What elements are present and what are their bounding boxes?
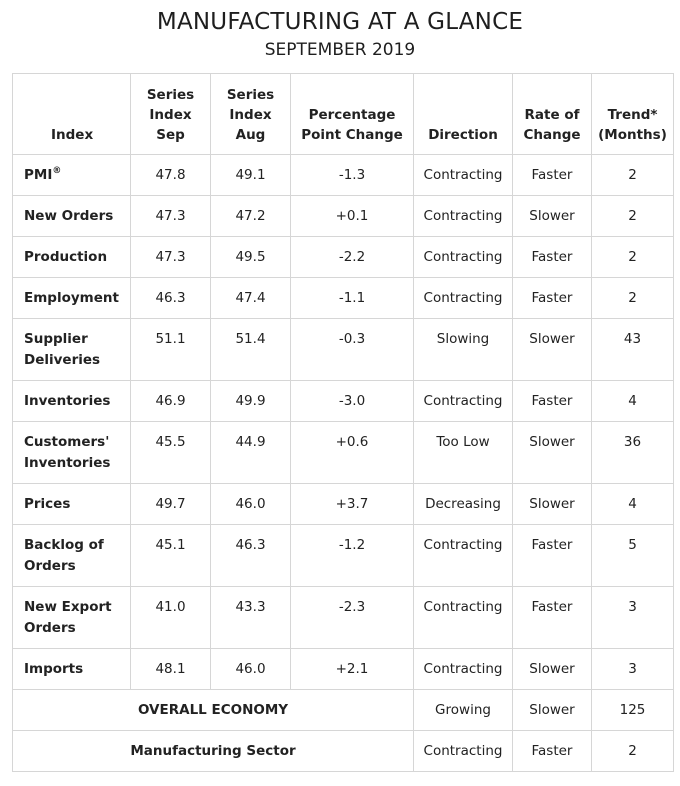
cell-direction: Contracting bbox=[414, 381, 513, 422]
cell-sep: 45.1 bbox=[131, 525, 211, 587]
cell-direction: Contracting bbox=[414, 278, 513, 319]
header-line: Percentage bbox=[308, 107, 396, 123]
header-line: Index bbox=[229, 107, 272, 123]
header-line: Point Change bbox=[301, 127, 403, 143]
cell-change: +0.6 bbox=[291, 422, 414, 484]
cell-rate: Faster bbox=[513, 237, 592, 278]
cell-direction: Contracting bbox=[414, 155, 513, 196]
cell-aug: 46.0 bbox=[211, 649, 291, 690]
cell-sep: 46.3 bbox=[131, 278, 211, 319]
cell-rate: Slower bbox=[513, 422, 592, 484]
cell-sep: 41.0 bbox=[131, 587, 211, 649]
cell-sep: 45.5 bbox=[131, 422, 211, 484]
row-label-text: Orders bbox=[24, 619, 76, 636]
cell-trend: 4 bbox=[592, 484, 674, 525]
glance-table bbox=[12, 73, 674, 772]
summary-label: OVERALL ECONOMY bbox=[13, 690, 414, 731]
cell-direction: Too Low bbox=[414, 422, 513, 484]
row-label-text: Inventories bbox=[24, 393, 111, 409]
header-line: Index bbox=[149, 107, 192, 123]
cell-trend: 2 bbox=[592, 731, 674, 772]
cell-change: -2.3 bbox=[291, 587, 414, 649]
header-line: Series bbox=[226, 87, 275, 103]
row-label-text: Orders bbox=[24, 557, 76, 574]
cell-rate: Slower bbox=[513, 196, 592, 237]
cell-change: -2.2 bbox=[291, 237, 414, 278]
cell-aug: 46.0 bbox=[211, 484, 291, 525]
summary-row-overall-economy bbox=[13, 690, 674, 731]
cell-sep: 49.7 bbox=[131, 484, 211, 525]
header-percentage-point-change bbox=[291, 74, 414, 155]
cell-trend: 125 bbox=[592, 690, 674, 731]
row-label-text: Backlog of bbox=[24, 537, 104, 553]
cell-aug: 51.4 bbox=[211, 319, 291, 381]
row-label bbox=[13, 484, 131, 525]
page-title: MANUFACTURING AT A GLANCE bbox=[156, 9, 524, 35]
cell-trend: 2 bbox=[592, 237, 674, 278]
cell-sep: 48.1 bbox=[131, 649, 211, 690]
header-trend-months bbox=[592, 74, 674, 155]
row-label-text: Prices bbox=[24, 496, 71, 512]
row-label bbox=[13, 155, 131, 196]
header-line: Change bbox=[523, 127, 581, 143]
cell-direction: Contracting bbox=[414, 525, 513, 587]
cell-trend: 3 bbox=[592, 649, 674, 690]
table-row bbox=[13, 319, 674, 381]
cell-trend: 3 bbox=[592, 587, 674, 649]
header-index: Index bbox=[13, 74, 131, 155]
table-row bbox=[13, 649, 674, 690]
header-series-index-aug bbox=[211, 74, 291, 155]
header-row bbox=[13, 74, 674, 155]
cell-rate: Faster bbox=[513, 731, 592, 772]
cell-change: +3.7 bbox=[291, 484, 414, 525]
cell-direction: Decreasing bbox=[414, 484, 513, 525]
cell-direction: Slowing bbox=[414, 319, 513, 381]
table-row bbox=[13, 587, 674, 649]
header-line: Series bbox=[146, 87, 195, 103]
row-label bbox=[13, 237, 131, 278]
header-rate-of-change bbox=[513, 74, 592, 155]
row-label-text: Employment bbox=[24, 290, 119, 306]
cell-direction: Contracting bbox=[414, 587, 513, 649]
row-label-text: Inventories bbox=[24, 454, 111, 471]
cell-trend: 43 bbox=[592, 319, 674, 381]
cell-aug: 49.5 bbox=[211, 237, 291, 278]
table-row bbox=[13, 196, 674, 237]
header-line: Trend* bbox=[607, 107, 658, 123]
cell-change: -1.3 bbox=[291, 155, 414, 196]
table-row bbox=[13, 484, 674, 525]
header-line: Rate of bbox=[524, 107, 580, 123]
cell-rate: Faster bbox=[513, 155, 592, 196]
row-label bbox=[13, 649, 131, 690]
table-row bbox=[13, 278, 674, 319]
table-row bbox=[13, 422, 674, 484]
cell-rate: Slower bbox=[513, 690, 592, 731]
cell-rate: Faster bbox=[513, 525, 592, 587]
cell-change: -0.3 bbox=[291, 319, 414, 381]
row-label bbox=[13, 319, 131, 381]
header-series-index-sep bbox=[131, 74, 211, 155]
cell-trend: 2 bbox=[592, 278, 674, 319]
cell-direction: Contracting bbox=[414, 237, 513, 278]
cell-rate: Faster bbox=[513, 587, 592, 649]
cell-rate: Slower bbox=[513, 484, 592, 525]
row-label bbox=[13, 587, 131, 649]
row-label-text: Production bbox=[24, 249, 108, 265]
cell-aug: 49.1 bbox=[211, 155, 291, 196]
cell-rate: Slower bbox=[513, 649, 592, 690]
row-label-text: Customers' bbox=[24, 434, 110, 450]
cell-trend: 4 bbox=[592, 381, 674, 422]
cell-rate: Faster bbox=[513, 278, 592, 319]
header-line: Sep bbox=[156, 127, 185, 143]
row-label-text: PMI bbox=[24, 167, 53, 183]
cell-change: +2.1 bbox=[291, 649, 414, 690]
cell-change: -3.0 bbox=[291, 381, 414, 422]
cell-sep: 47.3 bbox=[131, 237, 211, 278]
cell-trend: 2 bbox=[592, 196, 674, 237]
cell-sep: 47.8 bbox=[131, 155, 211, 196]
cell-change: -1.2 bbox=[291, 525, 414, 587]
cell-change: -1.1 bbox=[291, 278, 414, 319]
cell-direction: Contracting bbox=[414, 649, 513, 690]
table-row bbox=[13, 525, 674, 587]
table-row bbox=[13, 155, 674, 196]
cell-change: +0.1 bbox=[291, 196, 414, 237]
row-label bbox=[13, 525, 131, 587]
cell-trend: 36 bbox=[592, 422, 674, 484]
cell-aug: 47.2 bbox=[211, 196, 291, 237]
cell-sep: 51.1 bbox=[131, 319, 211, 381]
cell-direction: Contracting bbox=[414, 731, 513, 772]
cell-rate: Faster bbox=[513, 381, 592, 422]
row-label-text: Imports bbox=[24, 661, 84, 677]
row-label-text: New Export bbox=[24, 599, 112, 615]
cell-sep: 46.9 bbox=[131, 381, 211, 422]
row-label-text: Supplier bbox=[24, 331, 88, 347]
cell-trend: 2 bbox=[592, 155, 674, 196]
summary-row-manufacturing-sector bbox=[13, 731, 674, 772]
cell-aug: 46.3 bbox=[211, 525, 291, 587]
cell-trend: 5 bbox=[592, 525, 674, 587]
page-subtitle: SEPTEMBER 2019 bbox=[264, 40, 416, 60]
table-row bbox=[13, 237, 674, 278]
cell-aug: 49.9 bbox=[211, 381, 291, 422]
cell-direction: Growing bbox=[414, 690, 513, 731]
cell-direction: Contracting bbox=[414, 196, 513, 237]
table-row bbox=[13, 381, 674, 422]
row-label-text: Deliveries bbox=[24, 351, 101, 368]
row-label bbox=[13, 422, 131, 484]
row-label bbox=[13, 278, 131, 319]
row-label bbox=[13, 381, 131, 422]
registered-mark: ® bbox=[52, 165, 62, 176]
header-line: Aug bbox=[235, 127, 266, 143]
summary-label: Manufacturing Sector bbox=[13, 731, 414, 772]
cell-aug: 44.9 bbox=[211, 422, 291, 484]
header-line: (Months) bbox=[598, 127, 667, 143]
cell-aug: 47.4 bbox=[211, 278, 291, 319]
row-label-text: New Orders bbox=[24, 208, 114, 224]
cell-aug: 43.3 bbox=[211, 587, 291, 649]
row-label bbox=[13, 196, 131, 237]
header-direction: Direction bbox=[414, 74, 513, 155]
cell-sep: 47.3 bbox=[131, 196, 211, 237]
cell-rate: Slower bbox=[513, 319, 592, 381]
